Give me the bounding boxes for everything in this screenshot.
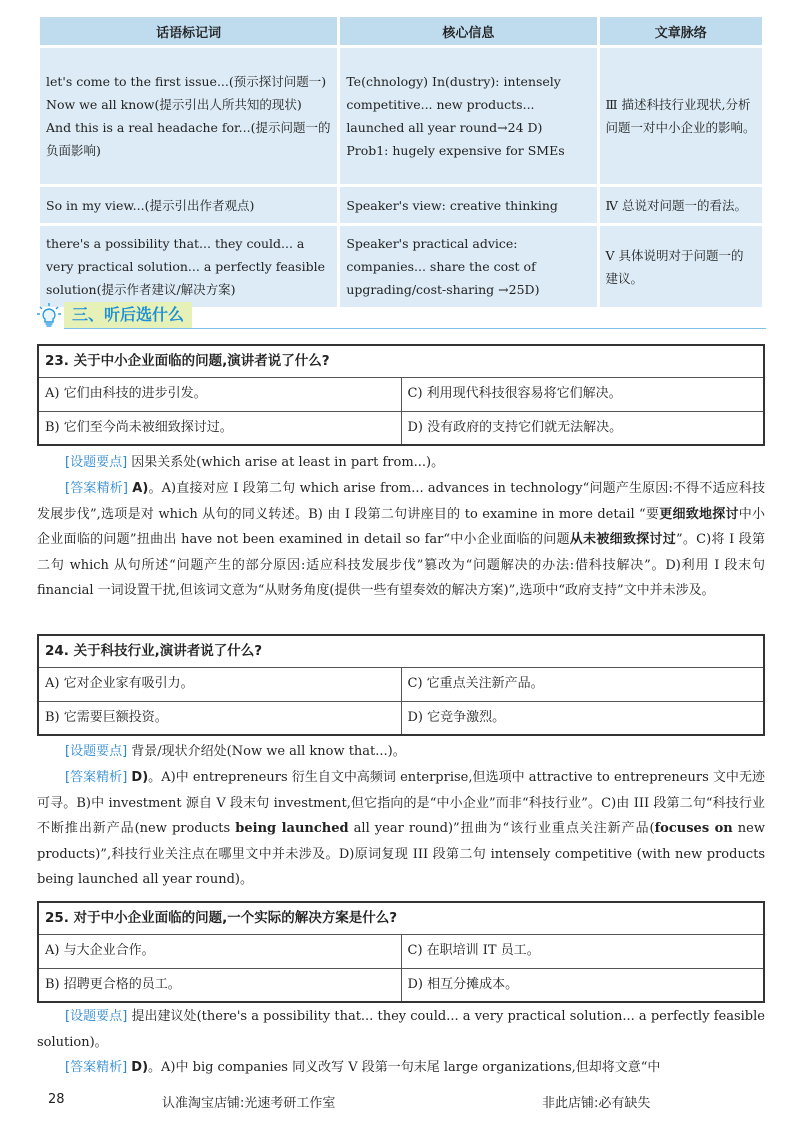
table-cell xyxy=(40,187,337,223)
question-title: 24. 关于科技行业,演讲者说了什么? xyxy=(39,636,763,668)
analysis-label: [答案精析] xyxy=(65,481,128,496)
option-row xyxy=(39,701,763,734)
table-cell xyxy=(600,48,762,184)
footer-right-text: 非此店铺:必有缺失 xyxy=(542,1096,651,1111)
table-header: 文章脉络 xyxy=(600,17,762,45)
option: D) 没有政府的支持它们就无法解决。 xyxy=(401,412,764,444)
analysis-text: 。A)中 big companies 同义改写 V 段第一句末尾 large organizations,但却将文意“中 xyxy=(148,1060,661,1075)
cell-line: Ⅴ 具体说明对于问题一的建议。 xyxy=(605,247,744,286)
table-cell xyxy=(600,226,762,307)
key-point-paragraph xyxy=(37,450,765,476)
table-row xyxy=(40,226,762,307)
table-cell xyxy=(340,48,596,184)
cell-line: Speaker's view: creative thinking xyxy=(346,197,558,213)
key-point-label: [设题要点] xyxy=(65,455,128,470)
question-title: 23. 关于中小企业面临的问题,演讲者说了什么? xyxy=(39,346,763,378)
page-number: 28 xyxy=(48,1092,65,1107)
option: B) 它需要巨额投资。 xyxy=(45,710,168,725)
option: C) 利用现代科技很容易将它们解决。 xyxy=(401,378,764,411)
analysis-label: [答案精析] xyxy=(65,1060,128,1075)
cell-line: Prob1: hugely expensive for SMEs xyxy=(346,143,565,158)
analysis-emphasis: 从未被细致探讨过 xyxy=(569,532,676,547)
key-point-paragraph xyxy=(37,739,765,765)
analysis-paragraph xyxy=(37,476,765,604)
table-cell xyxy=(40,48,337,184)
cell-line: Te(chnology) In(dustry): intensely competitive... new products... launched all year round→24 D) xyxy=(346,74,561,135)
option-row xyxy=(39,968,763,1001)
answer-letter: D) xyxy=(131,1060,149,1075)
table-cell xyxy=(600,187,762,223)
cell-line: Ⅲ 描述科技行业现状,分析问题一对中小企业的影响。 xyxy=(605,97,756,135)
analysis-emphasis: 更细致地探讨 xyxy=(659,506,739,522)
option: D) 相互分摊成本。 xyxy=(401,969,764,1001)
option-row xyxy=(39,378,763,411)
section-title: 三、听后选什么 xyxy=(64,302,192,328)
discourse-marker-table xyxy=(37,14,765,310)
option: D) 它竞争激烈。 xyxy=(401,702,764,734)
section-header xyxy=(36,299,766,331)
key-point-label: [设题要点] xyxy=(65,1009,128,1024)
key-point-text: 提出建议处(there's a possibility that... they could... a very practical solution... a perfectly feasible solution)。 xyxy=(37,1009,765,1050)
lightbulb-icon xyxy=(36,302,62,328)
key-point-text: 背景/现状介绍处(Now we all know that...)。 xyxy=(131,744,406,759)
table-cell xyxy=(340,226,596,307)
question-box xyxy=(37,344,765,446)
option-row xyxy=(39,935,763,968)
cell-line: Now we all know(提示引出人所共知的现状) xyxy=(46,97,302,112)
question-title: 25. 对于中小企业面临的问题,一个实际的解决方案是什么? xyxy=(39,903,763,935)
option: C) 它重点关注新产品。 xyxy=(401,668,764,701)
analysis-text: all year round)”扭曲为“该行业重点关注新产品( xyxy=(348,821,655,836)
option-row xyxy=(39,411,763,444)
analysis-paragraph xyxy=(37,765,765,893)
analysis-text: 。A)直接对应 I 段第二句 which arise from... advances in technology“问题产生原因:不得不适应科技发展步伐”,选项是对 which 从句的同义转述。B) 由 I 段第二句讲座目的 to examine in more detail “要 xyxy=(37,481,765,522)
table-row xyxy=(40,48,762,184)
table-cell xyxy=(40,226,337,307)
option: A) 它们由科技的进步引发。 xyxy=(45,386,207,401)
key-point-text: 因果关系处(which arise at least in part from...)。 xyxy=(131,455,445,470)
section-divider xyxy=(64,328,766,329)
table-header: 话语标记词 xyxy=(40,17,337,45)
analysis-emphasis: focuses on xyxy=(654,821,733,836)
cell-line: there's a possibility that... they could... a very practical solution... a perfectly feasible solution(提示作者建议/解决方案) xyxy=(46,236,325,297)
answer-letter: A) xyxy=(132,481,149,496)
key-point-paragraph xyxy=(37,1004,765,1055)
table-header: 核心信息 xyxy=(340,17,596,45)
cell-line: Ⅳ 总说对问题一的看法。 xyxy=(605,197,747,213)
cell-line: So in my view...(提示引出作者观点) xyxy=(46,197,255,213)
question-box xyxy=(37,901,765,1003)
cell-line: let's come to the first issue...(预示探讨问题一) xyxy=(46,74,327,89)
option: C) 在职培训 IT 员工。 xyxy=(401,935,764,968)
cell-line: And this is a real headache for...(提示问题一的负面影响) xyxy=(46,120,331,158)
analysis-label: [答案精析] xyxy=(65,770,128,785)
table-cell xyxy=(340,187,596,223)
key-point-label: [设题要点] xyxy=(65,744,128,759)
analysis-text: 。A)中 entrepreneurs 衍生自文中高频词 enterprise,但选项中 attractive to entrepreneurs 文中无迹可寻。B)中 investment 源自 V 段末句 investment,但它指向的是“中小企业”而非“科技行业”。C)由 III 段第二句“科技行业不断推出新产品(new products xyxy=(37,770,765,836)
option: B) 招聘更合格的员工。 xyxy=(45,977,181,992)
cell-line: Speaker's practical advice: companies... share the cost of upgrading/cost-sharing →25D) xyxy=(346,236,540,297)
analysis-text: new products)”,科技行业关注点在哪里文中并未涉及。D)原词复现 III 段第二句 intensely competitive (with new products being launched all year round)。 xyxy=(37,821,766,887)
analysis-text: ”。C)将 I 段第二句 which 从句所述“问题产生的部分原因:适应科技发展步伐”篡改为“问题解决的办法:借科技解决”。D)利用 I 段末句 financial 一词设置干扰,但该词文意为“从财务角度(提供一些有望奏效的解决方案)”,选项中“政府支持”文中并未涉及。 xyxy=(37,532,765,598)
table-row xyxy=(40,187,762,223)
footer-left-text: 认准淘宝店铺:光速考研工作室 xyxy=(162,1096,336,1111)
option-row xyxy=(39,668,763,701)
answer-letter: D) xyxy=(131,770,149,785)
analysis-paragraph xyxy=(37,1055,765,1081)
option: A) 与大企业合作。 xyxy=(45,943,155,958)
option: A) 它对企业家有吸引力。 xyxy=(45,676,194,691)
analysis-emphasis: being launched xyxy=(235,821,349,836)
option: B) 它们至今尚未被细致探讨过。 xyxy=(45,420,233,435)
analysis-text: 中小企业面临的问题”扭曲出 have not been examined in detail so far“中小企业面临的问题 xyxy=(37,506,765,547)
question-box xyxy=(37,634,765,736)
